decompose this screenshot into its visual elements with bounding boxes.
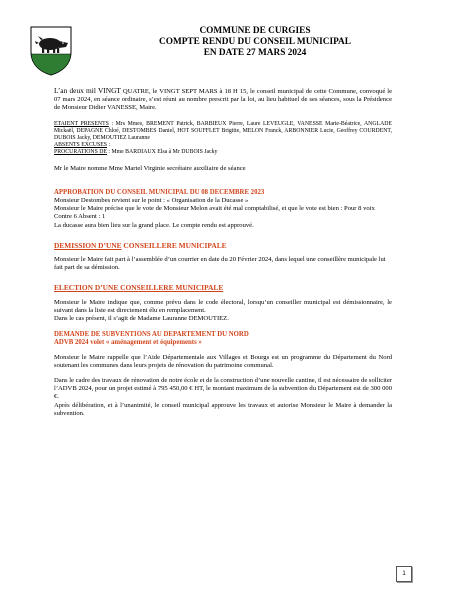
secretary-line: Mr le Maire nomme Mme Martel Virginie secrétaire auxiliaire de séance [54,164,246,172]
document-body [54,87,392,418]
intro-lead: L’an deux mil VINGT [54,86,121,95]
absents-line [54,142,392,149]
demission-text: Monsieur le Maire fait part à l’assemblée d’un courrier en date du 20 Février 2024, dans lequel une conseillère municipale lui fait part de sa démission. [54,256,386,272]
subventions-subtitle: ADVB 2024 volet « aménagement et équipements » [54,339,202,347]
intro-text: QUATRE, le VINGT SEPT MARS à 18 H 15, le conseil municipal de cette Commune, convoqué le 07 mars 2024, en séance ordinaire, s’est réuni au nombre prescrit par la loi, au lieu habituel de ses séances, sous la Présidence de Monsieur Didier VANESSE, Maire. [54,88,392,112]
intro-paragraph [54,87,392,113]
section-election-title: ELECTION D’UNE CONSEILLERE MUNICIPALE [54,283,224,293]
presents-label: ETAIENT PRESENTS [54,120,109,127]
absents-text: : [107,142,111,149]
subventions-text-1: Monsieur le Maire rappelle que l’Aide Départementale aux Villages et Bourgs est un programme du Département du Nord soutenant les communes dans leurs projets de rénovation du patrimoine communal. [54,353,392,369]
demission-title-b: CONSEILLERE MUNICIPALE [121,240,227,250]
presents-list: : Mrs Mmes, BREMENT Patrick, BARBIEUX Pierre, Laure LEVEUGLE, VANESSE Marie-Béatrice, ANGLADE Mickaël, DEPAGNE Chloé, DESTOMBES Daniel, HOT SOUFFLET Brigitte, MELON Franck, ARBONNIER Lucie, Geoffrey COURDENT, DUBOIS Jacky, DEMOUTIEZ Lauranne [54,120,392,142]
presents-paragraph [54,121,392,143]
header-date: EN DATE 27 MARS 2024 [203,48,307,59]
section-approbation-title: APPROBATION DU CONSEIL MUNICIPAL DU 08 DECEMBRE 2023 [54,188,265,196]
absents-label: ABSENTS EXCUSES [54,142,107,149]
document-header [70,26,440,60]
subventions-text-3: Après délibération, et à l’unanimité, le conseil municipal approuve les travaux et autorise Monsieur le Maire à demander la subvention. [54,401,392,417]
approbation-line-2: Monsieur le Maire précise que le vote de Monsieur Melon avait été mal comptabilisé, et que le vote est bien : Pour 8 voix Contre 6 Absent : 1 [54,205,375,221]
election-text-2: Dans le cas présent, il s’agit de Madame Lauranne DEMOUTIEZ. [54,315,229,323]
procurations-text: : Mme BARDIAUX Elsa à Mr DUBOIS Jacky [106,149,218,156]
election-text-1: Monsieur le Maire indique que, comme prévu dans le code électoral, lorsqu’un conseiller municipal est démissionnaire, le suivant dans la liste est directement élu en remplacement. [54,298,392,314]
header-commune: COMMUNE DE CURGIES [199,26,311,36]
section-subventions-title: DEMANDE DE SUBVENTIONS AU DEPARTEMENT DU NORD [54,331,249,339]
header-title: COMPTE RENDU DU CONSEIL MUNICIPAL [159,37,351,48]
section-demission-title [54,242,392,250]
approbation-line-3: La ducasse aura bien lieu sur la grand place. Le compte rendu est approuvé. [54,221,254,229]
procurations-line [54,149,392,156]
procurations-label: PROCURATIONS DE [54,149,107,156]
subventions-text-2: Dans le cadre des travaux de rénovation de notre école et de la construction d’une nouvelle cantine, il est nécessaire de solliciter l’ADVB 2024, pour un projet estimé à 795 450,00 € HT, le montant maximum de la subvention du Département est de 300 000 €. [54,377,392,401]
demission-title-a: DEMISSION D’UNE [54,240,122,250]
commune-crest-logo [28,24,74,76]
approbation-line-1: Monsieur Destombes revient sur le point : « Organisation de la Ducasse » [54,197,249,205]
page-number: 1 [396,566,412,582]
